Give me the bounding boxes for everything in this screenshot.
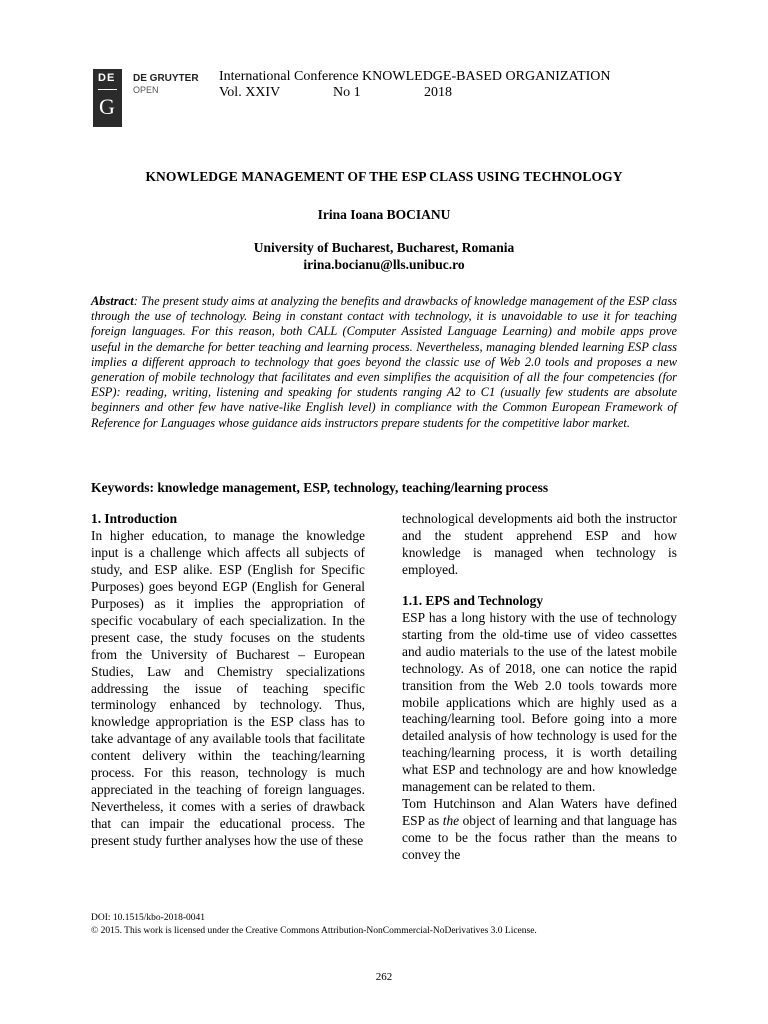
conference-header xyxy=(219,69,611,101)
conference-title: International Conference KNOWLEDGE-BASED ORGANIZATION xyxy=(219,69,611,84)
paper-author: Irina Ioana BOCIANU xyxy=(317,207,451,222)
esp-definition-paragraph xyxy=(402,796,677,864)
abstract-label: Abstract xyxy=(91,294,134,308)
conference-number: No 1 xyxy=(333,85,361,100)
publisher-name: DE GRUYTER xyxy=(133,73,199,84)
keywords: Keywords: knowledge management, ESP, technology, teaching/learning process xyxy=(91,480,549,495)
publisher-sub: OPEN xyxy=(133,85,159,95)
introduction-paragraph: In higher education, to manage the knowledge input is a challenge which affects all subjects of study, and ESP alike. ESP (English for Specific Purposes) goes beyond EGP (English for General Purposes) as it implies the appropriation of specific vocabulary of each specialization. In the present case, the study focuses on the students from the University of Bucharest – European Studies, Law and Chemistry specializations addressing the issue of teaching specific terminology enhanced by technology. Thus, knowledge appropriation is the ESP class has to take advantage of any available tools that facilitate content delivery within the teaching/learning process. For this reason, technology is much appreciated in the teaching of foreign languages. Nevertheless, it comes with a series of drawback that can impair the educational process. The present study further analyses how the use of these xyxy=(91,527,365,849)
conference-volume: Vol. XXIV xyxy=(219,85,281,100)
license-line: © 2015. This work is licensed under the Creative Commons Attribution-NonCommercial-NoDerivatives 3.0 License. xyxy=(91,926,537,936)
section-heading-introduction: 1. Introduction xyxy=(91,511,178,526)
logo-g-text: G xyxy=(99,94,115,119)
right-column xyxy=(402,511,677,864)
author-affiliation-block xyxy=(0,239,768,273)
abstract xyxy=(91,294,677,431)
publisher-logo xyxy=(93,69,207,127)
esp-technology-paragraph: ESP has a long history with the use of technology starting from the old-time use of video cassettes and audio materials to the use of the latest mobile technology. As of 2018, one can notice the rapid transition from the Web 2.0 tools towards more mobile applications which are highly used as a teaching/learning tool. Before going into a more detailed analysis of how technology is used for the teaching/learning process, it is worth detailing what ESP and technology are and how knowledge management can be related to them. xyxy=(402,609,677,795)
conference-issue xyxy=(219,85,611,101)
author-email: irina.bocianu@lls.unibuc.ro xyxy=(303,257,465,272)
conference-year: 2018 xyxy=(424,85,452,100)
author-affiliation: University of Bucharest, Bucharest, Romania xyxy=(253,240,515,255)
esp-definition-text-start: Tom Hutchinson and Alan Waters have defined ESP as xyxy=(402,796,677,829)
introduction-continuation: technological developments aid both the instructor and the student apprehend ESP and how knowledge is managed when technology is employed. xyxy=(402,511,677,577)
footer-notes xyxy=(91,912,537,938)
de-gruyter-logo-mark xyxy=(93,69,122,127)
esp-definition-emphasis: the xyxy=(442,813,460,829)
doi-line: DOI: 10.1515/kbo-2018-0041 xyxy=(91,913,205,923)
logo-de-text: DE xyxy=(98,72,116,84)
logo-divider xyxy=(98,89,117,90)
esp-definition-text-end: object of learning and that language has come to be the focus rather than the means to convey the xyxy=(402,813,677,863)
paper-title: KNOWLEDGE MANAGEMENT OF THE ESP CLASS USING TECHNOLOGY xyxy=(145,169,623,184)
page-number: 262 xyxy=(375,971,393,983)
left-column xyxy=(91,511,365,850)
abstract-text: : The present study aims at analyzing the benefits and drawbacks of knowledge management of the ESP class through the use of technology. Being in constant contact with technology, it is unavoidable to use it for teaching foreign languages. For this reason, both CALL (Computer Assisted Language Learning) and mobile apps prove useful in the demarche for better teaching and learning process. Nevertheless, managing blended learning ESP class implies a different approach to technology that goes beyond the classic use of Web 2.0 tools and proposes a new generation of mobile technology that facilitates and even simplifies the acquisition of all the four competencies (for ESP): reading, writing, listening and speaking for students ranging A2 to C1 (usually few students are absolute beginners and other few have native-like English level) in compliance with the Common European Framework of Reference for Languages whose guidance aids instructors prepare students for the competitive labor market. xyxy=(91,294,677,430)
section-heading-esp-technology: 1.1. EPS and Technology xyxy=(402,592,544,608)
